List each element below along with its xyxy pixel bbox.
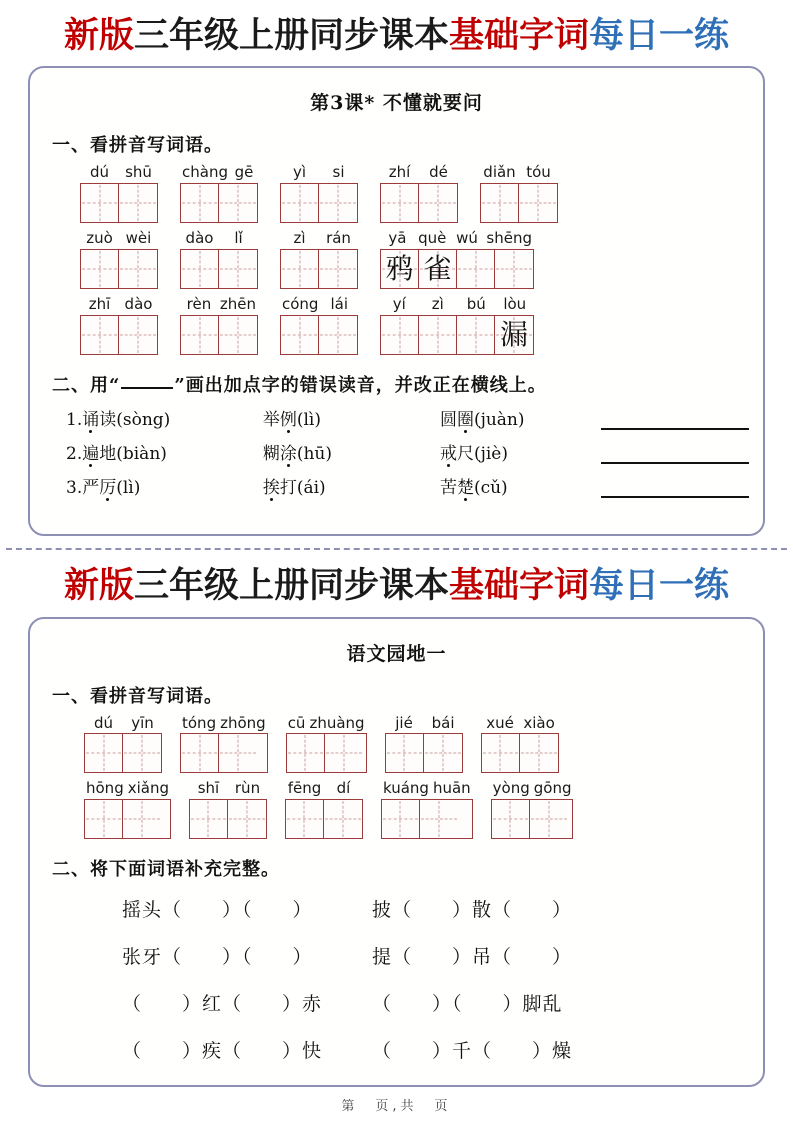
tianzige-cells <box>84 799 171 839</box>
pinyin-syllable: chàng <box>182 163 228 182</box>
item-pinyin: (juàn) <box>473 409 525 430</box>
pinyin-syllable: shū <box>125 163 152 182</box>
pinyin-syllable: hōng <box>86 779 124 798</box>
writing-cell[interactable] <box>181 250 219 288</box>
worksheet-page-1 <box>0 0 793 550</box>
writing-cell[interactable] <box>81 250 119 288</box>
writing-cell-filled[interactable] <box>419 250 457 288</box>
writing-cell[interactable] <box>219 734 257 772</box>
pinyin-label-row <box>380 229 534 248</box>
pinyin-label-row <box>280 229 358 248</box>
item-pinyin: (hū) <box>296 443 332 464</box>
word-group <box>180 295 258 355</box>
pinyin-label-row <box>80 295 158 314</box>
pinyin-label-row <box>180 295 258 314</box>
fill-in-item-right[interactable]: 披（ ）散（ ） <box>372 899 573 921</box>
writing-cell[interactable] <box>319 316 357 354</box>
item-pinyin: (sòng) <box>116 409 171 430</box>
word-group <box>189 779 267 839</box>
dotted-character: 诵 <box>82 405 99 430</box>
writing-cell[interactable] <box>419 184 457 222</box>
pinyin-grid-row <box>44 779 749 839</box>
pinyin-label-row <box>84 779 171 798</box>
writing-cell[interactable] <box>281 184 319 222</box>
writing-cell[interactable] <box>119 250 157 288</box>
item-pinyin: (lì) <box>296 409 321 430</box>
writing-cell-filled[interactable] <box>495 316 533 354</box>
item-character: 打 <box>279 477 297 498</box>
writing-cell[interactable] <box>123 734 161 772</box>
pinyin-label-row <box>180 229 258 248</box>
exercise-2-row <box>66 405 749 430</box>
tianzige-cells <box>491 799 574 839</box>
item-number: 3. <box>66 477 83 498</box>
banner-segment-grade-book: 三年级上册同步课本 <box>133 565 449 607</box>
pinyin-label-row <box>180 163 258 182</box>
exercise-2-item <box>440 439 597 464</box>
banner-title-2 <box>0 550 793 612</box>
item-character: 苦 <box>439 477 457 498</box>
pinyin-syllable: shī <box>197 779 220 798</box>
pinyin-syllable: zuò <box>86 229 113 247</box>
pinyin-syllable: què <box>418 229 447 247</box>
exercise-2-item <box>66 473 263 498</box>
pinyin-syllable: lǐ <box>234 229 243 247</box>
word-group <box>286 714 367 774</box>
writing-cell[interactable] <box>287 734 325 772</box>
lesson-title-page-1: 第3课* 不懂就要问 <box>310 92 483 115</box>
pinyin-label-row <box>280 163 358 182</box>
exercise-2-item <box>66 439 263 464</box>
pinyin-label-row <box>180 714 268 733</box>
fill-in-item-right[interactable]: （ ）（ ）脚乱 <box>372 993 563 1015</box>
writing-cell[interactable] <box>219 250 257 288</box>
item-character: 举 <box>262 409 280 430</box>
banner-segment-basic-words: 基础字词 <box>449 15 590 56</box>
writing-cell-filled[interactable] <box>381 250 419 288</box>
writing-cell[interactable] <box>419 316 457 354</box>
pinyin-syllable: wú <box>456 229 478 247</box>
word-group <box>84 714 162 774</box>
writing-cell[interactable] <box>85 800 123 838</box>
writing-cell[interactable] <box>519 184 557 222</box>
pinyin-syllable: cóng <box>282 294 319 313</box>
word-group <box>84 779 171 839</box>
word-group <box>80 229 158 289</box>
item-pinyin: (cǔ) <box>473 477 508 498</box>
pinyin-label-row <box>80 163 158 182</box>
pinyin-label-row <box>381 779 473 798</box>
item-pinyin: (ái) <box>296 477 326 498</box>
writing-cell[interactable] <box>219 184 257 222</box>
dotted-character: 厉 <box>99 473 116 498</box>
pinyin-syllable: dí <box>336 779 351 798</box>
pinyin-syllable: yīn <box>131 713 154 732</box>
writing-cell[interactable] <box>281 250 319 288</box>
exercise-2-item <box>66 405 263 430</box>
item-character: 严 <box>82 477 100 498</box>
pinyin-label-row <box>80 229 158 248</box>
pinyin-syllable: lòu <box>503 294 527 313</box>
exercise-2-item <box>440 473 597 498</box>
pinyin-label-row <box>84 714 162 733</box>
tianzige-cells <box>180 733 268 773</box>
fill-in-item-left[interactable]: 张牙（ ）（ ） <box>122 946 313 968</box>
banner-segment-daily-practice: 每日一练 <box>589 565 730 607</box>
writing-cell[interactable] <box>119 316 157 354</box>
word-group <box>280 295 358 355</box>
writing-cell[interactable] <box>530 800 568 838</box>
writing-cell[interactable] <box>481 184 519 222</box>
dotted-character: 例 <box>280 405 297 430</box>
pinyin-syllable: jié <box>395 713 413 732</box>
pinyin-syllable: gōng <box>533 779 572 798</box>
writing-cell[interactable] <box>85 734 123 772</box>
exercise-2-item <box>440 405 597 430</box>
writing-cell[interactable] <box>190 800 228 838</box>
pinyin-syllable: bú <box>466 294 486 313</box>
banner-segment-new-edition: 新版 <box>63 15 134 56</box>
tianzige-cells <box>285 799 363 839</box>
pinyin-grid-row <box>44 229 749 289</box>
tianzige-cells <box>280 183 358 223</box>
tianzige-cells <box>180 315 258 355</box>
fill-in-item-left[interactable]: （ ）疾（ ）快 <box>122 1040 323 1062</box>
pinyin-syllable: zhuàng <box>309 713 365 732</box>
word-group <box>480 163 558 223</box>
pinyin-syllable: fēng <box>287 779 322 798</box>
pinyin-syllable: yí <box>392 294 406 313</box>
exercise-2-heading-part2: ”画出加点字的错误读音，并改正在横线上。 <box>174 374 547 396</box>
dotted-character: 遍 <box>82 439 99 464</box>
cell-character: 雀 <box>423 251 452 285</box>
writing-cell[interactable] <box>319 250 357 288</box>
tianzige-cells <box>180 183 258 223</box>
cell-character: 鸦 <box>385 251 414 285</box>
pinyin-label-row <box>385 714 463 733</box>
exercise-2-list-page-2 <box>122 895 749 1063</box>
pinyin-syllable: si <box>332 163 345 182</box>
exercise-2-row <box>66 473 749 498</box>
pinyin-syllable: bái <box>431 713 455 732</box>
pinyin-label-row <box>481 714 559 733</box>
dotted-character: 涂 <box>280 439 297 464</box>
answer-line[interactable] <box>601 482 749 498</box>
item-character: 地 <box>99 443 117 464</box>
banner-segment-daily-practice: 每日一练 <box>589 15 730 56</box>
writing-cell[interactable] <box>420 800 458 838</box>
pinyin-syllable: zhī <box>88 294 111 313</box>
word-group <box>385 714 463 774</box>
pinyin-label-row <box>285 779 363 798</box>
item-number: 1. <box>66 409 83 430</box>
pinyin-syllable: rán <box>326 229 351 247</box>
pinyin-syllable: zhēn <box>219 294 256 313</box>
item-character: 读 <box>99 409 117 430</box>
pinyin-syllable: dào <box>124 294 153 313</box>
word-group-idiom <box>380 229 534 289</box>
writing-cell[interactable] <box>325 734 363 772</box>
dotted-character: 戒 <box>440 439 457 464</box>
pinyin-label-row <box>280 295 358 314</box>
writing-cell[interactable] <box>181 734 219 772</box>
banner-segment-new-edition: 新版 <box>63 565 134 607</box>
item-character: 尺 <box>456 443 474 464</box>
exercise-2-heading-page-1 <box>52 371 749 397</box>
writing-cell[interactable] <box>181 184 219 222</box>
worksheet-page-2 <box>0 550 793 1113</box>
tianzige-cells <box>280 249 358 289</box>
pinyin-syllable: dú <box>93 713 114 732</box>
pinyin-syllable: zhōng <box>220 713 266 732</box>
item-pinyin: (biàn) <box>116 443 167 464</box>
word-group-idiom <box>380 295 534 355</box>
pinyin-syllable: rèn <box>186 294 212 313</box>
pinyin-syllable: tóng <box>182 713 217 732</box>
writing-cell[interactable] <box>382 800 420 838</box>
writing-cell[interactable] <box>181 316 219 354</box>
tianzige-cells <box>381 799 473 839</box>
fill-in-row <box>122 895 749 922</box>
exercise-1-heading-page-2: 一、看拼音写词语。 <box>52 685 223 707</box>
exercise-2-item <box>263 439 440 464</box>
pinyin-syllable: gē <box>234 163 254 182</box>
pinyin-label-row <box>286 714 367 733</box>
fill-in-item-right[interactable]: 提（ ）吊（ ） <box>372 946 573 968</box>
writing-cell[interactable] <box>219 316 257 354</box>
writing-cell[interactable] <box>457 316 495 354</box>
pinyin-syllable: zhí <box>388 163 411 182</box>
writing-cell[interactable] <box>424 734 462 772</box>
pinyin-syllable: dào <box>185 229 214 247</box>
writing-cell[interactable] <box>119 184 157 222</box>
pinyin-label-row <box>480 163 558 182</box>
pinyin-syllable: shēng <box>486 229 532 247</box>
pinyin-syllable: cū <box>287 713 306 732</box>
writing-cell[interactable] <box>286 800 324 838</box>
pinyin-syllable: xiǎng <box>127 779 169 798</box>
pinyin-syllable: yòng <box>492 779 530 798</box>
pinyin-grid-row <box>44 295 749 355</box>
word-group <box>280 163 358 223</box>
item-character: 圆 <box>439 409 457 430</box>
word-group <box>481 714 559 774</box>
exercise-2-list-page-1 <box>66 405 749 498</box>
fill-in-item-left[interactable]: 摇头（ ）（ ） <box>122 899 313 921</box>
word-group <box>180 714 268 774</box>
pinyin-syllable: tóu <box>526 163 551 182</box>
fill-in-row <box>122 942 749 969</box>
pinyin-syllable: diǎn <box>483 163 516 182</box>
item-pinyin: (jiè) <box>473 443 508 464</box>
writing-cell[interactable] <box>281 316 319 354</box>
tianzige-cells <box>80 249 158 289</box>
dotted-character: 楚 <box>457 473 474 498</box>
pinyin-syllable: dú <box>89 163 110 182</box>
banner-segment-basic-words: 基础字词 <box>449 565 590 607</box>
tianzige-cells <box>80 315 158 355</box>
item-pinyin: (lì) <box>116 477 141 498</box>
writing-cell[interactable] <box>520 734 558 772</box>
writing-cell[interactable] <box>319 184 357 222</box>
lesson-title-page-2: 语文园地一 <box>346 642 447 665</box>
word-group <box>280 229 358 289</box>
answer-line[interactable] <box>601 414 749 430</box>
pinyin-label-row <box>380 295 534 314</box>
tianzige-cells <box>80 183 158 223</box>
pinyin-syllable: zì <box>293 229 306 247</box>
cell-character: 漏 <box>499 317 528 351</box>
pinyin-syllable: zì <box>431 294 444 313</box>
exercise-1-heading-page-1: 一、看拼音写词语。 <box>52 135 223 157</box>
tianzige-cells <box>380 315 534 355</box>
page-footer: 第 页,共 页 <box>341 1098 452 1114</box>
fill-in-item-left[interactable]: （ ）红（ ）赤 <box>122 993 323 1015</box>
writing-cell[interactable] <box>457 250 495 288</box>
tianzige-cells <box>380 183 458 223</box>
writing-cell[interactable] <box>81 184 119 222</box>
writing-cell[interactable] <box>482 734 520 772</box>
writing-cell[interactable] <box>492 800 530 838</box>
tianzige-cells <box>84 733 162 773</box>
tianzige-cells <box>480 183 558 223</box>
pinyin-syllable: dé <box>429 163 448 182</box>
word-group <box>180 229 258 289</box>
banner-segment-grade-book: 三年级上册同步课本 <box>133 15 449 56</box>
pinyin-syllable: rùn <box>234 779 261 798</box>
dotted-character: 挨 <box>263 473 280 498</box>
tianzige-cells <box>385 733 463 773</box>
word-group <box>80 295 158 355</box>
pinyin-syllable: yā <box>388 229 407 247</box>
tianzige-cells <box>189 799 267 839</box>
pinyin-label-row <box>189 779 267 798</box>
writing-cell[interactable] <box>381 184 419 222</box>
writing-cell[interactable] <box>386 734 424 772</box>
answer-line[interactable] <box>601 448 749 464</box>
word-group <box>80 163 158 223</box>
pinyin-grid-row <box>44 163 749 223</box>
item-character: 糊 <box>262 443 280 464</box>
pinyin-label-row <box>380 163 458 182</box>
fill-in-row <box>122 989 749 1016</box>
exercise-2-row <box>66 439 749 464</box>
fill-in-item-right[interactable]: （ ）千（ ）燥 <box>372 1040 573 1062</box>
tianzige-cells <box>380 249 534 289</box>
exercise-2-heading-part1: 二、用“ <box>52 374 121 396</box>
pinyin-syllable: xiào <box>523 713 555 732</box>
pinyin-grid-row <box>44 714 749 774</box>
writing-cell[interactable] <box>81 316 119 354</box>
writing-cell[interactable] <box>495 250 533 288</box>
tianzige-cells <box>481 733 559 773</box>
pinyin-syllable: yì <box>292 163 307 182</box>
exercise-2-item <box>263 473 440 498</box>
underline-placeholder <box>121 387 173 389</box>
exercise-2-item <box>263 405 440 430</box>
pinyin-syllable: kuáng <box>382 779 429 798</box>
pinyin-label-row <box>491 779 574 798</box>
word-group <box>381 779 473 839</box>
pinyin-syllable: huān <box>432 779 471 798</box>
exercise-card-page-1 <box>28 66 765 536</box>
word-group <box>285 779 363 839</box>
tianzige-cells <box>180 249 258 289</box>
tianzige-cells <box>286 733 367 773</box>
word-group <box>380 163 458 223</box>
word-group <box>180 163 258 223</box>
writing-cell[interactable] <box>228 800 266 838</box>
pinyin-syllable: lái <box>330 294 348 313</box>
item-number: 2. <box>66 443 83 464</box>
exercise-2-heading-page-2: 二、将下面词语补充完整。 <box>52 859 280 880</box>
dotted-character: 圈 <box>457 405 474 430</box>
fill-in-row <box>122 1036 749 1063</box>
pinyin-syllable: wèi <box>125 229 152 247</box>
word-group <box>491 779 574 839</box>
banner-title-1 <box>0 0 793 62</box>
exercise-card-page-2 <box>28 617 765 1087</box>
writing-cell[interactable] <box>324 800 362 838</box>
writing-cell[interactable] <box>381 316 419 354</box>
writing-cell[interactable] <box>123 800 161 838</box>
pinyin-syllable: xué <box>486 713 514 732</box>
tianzige-cells <box>280 315 358 355</box>
